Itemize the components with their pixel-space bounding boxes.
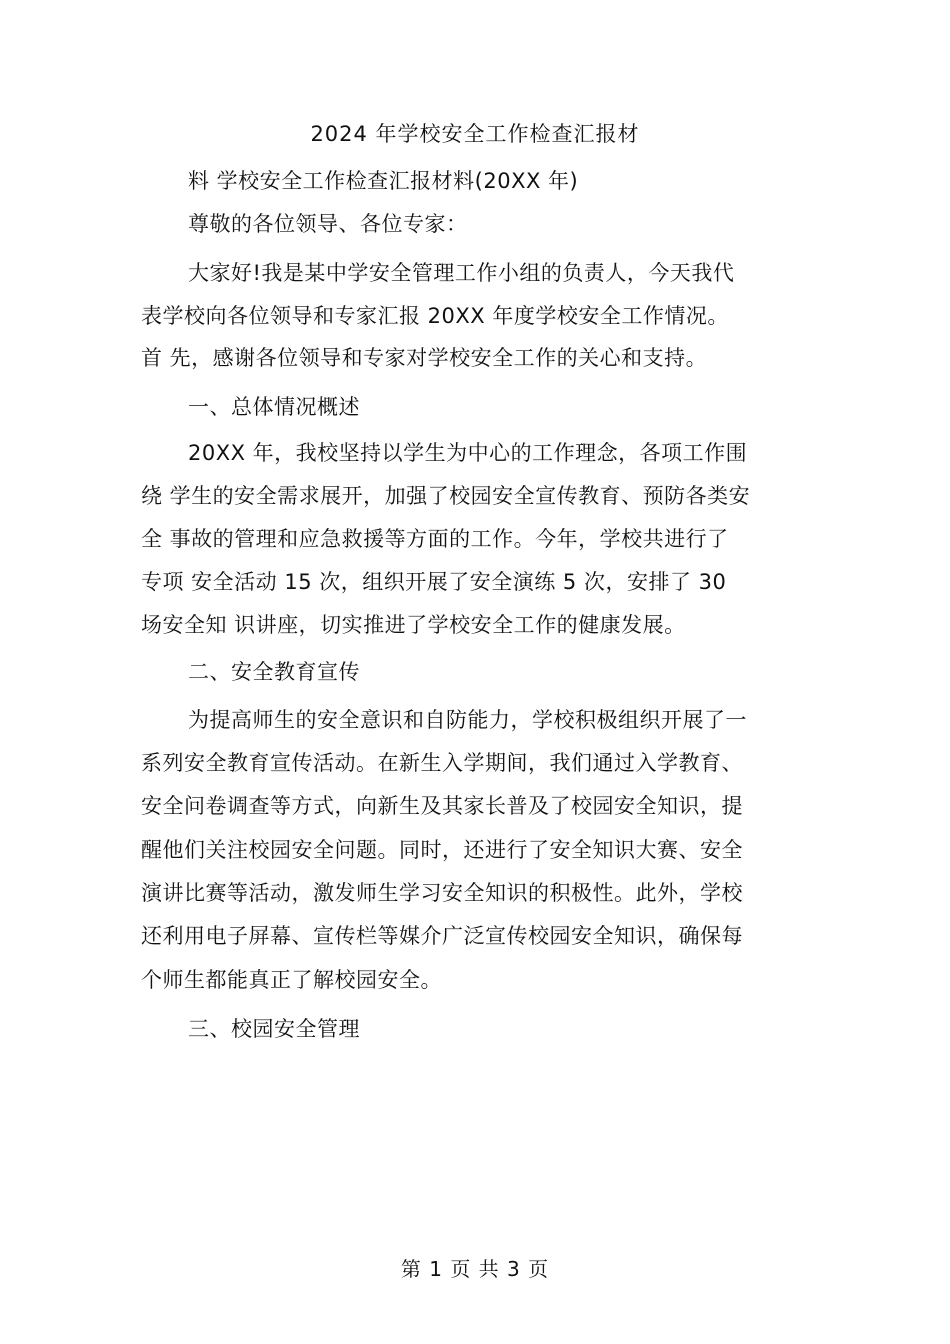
paragraph-line: 演讲比赛等活动，激发师生学习安全知识的积极性。此外，学校 — [141, 881, 743, 905]
paragraph-line: 还利用电子屏幕、宣传栏等媒介广泛宣传校园安全知识，确保每 — [141, 924, 743, 948]
paragraph-line: 表学校向各位领导和专家汇报 20XX 年度学校安全工作情况。 — [141, 304, 729, 328]
subtitle-line: 料 学校安全工作检查汇报材料(20XX 年) — [188, 169, 579, 193]
paragraph-line: 个师生都能真正了解校园安全。 — [141, 968, 442, 992]
section-heading-1: 一、总体情况概述 — [188, 395, 360, 419]
paragraph-line: 20XX 年，我校坚持以学生为中心的工作理念，各项工作围 — [188, 441, 748, 465]
section-heading-3: 三、校园安全管理 — [188, 1017, 360, 1041]
paragraph-line: 为提高师生的安全意识和自防能力，学校积极组织开展了一 — [188, 708, 747, 732]
salutation: 尊敬的各位领导、各位专家： — [188, 212, 468, 236]
paragraph-line: 全 事故的管理和应急救援等方面的工作。今年，学校共进行了 — [141, 527, 729, 551]
paragraph-line: 安全问卷调查等方式，向新生及其家长普及了校园安全知识，提 — [141, 794, 743, 818]
paragraph-line: 绕 学生的安全需求展开，加强了校园安全宣传教育、预防各类安 — [141, 484, 751, 508]
paragraph-line: 场安全知 识讲座，切实推进了学校安全工作的健康发展。 — [141, 613, 686, 637]
paragraph-line: 大家好!我是某中学安全管理工作小组的负责人，今天我代 — [188, 261, 735, 285]
section-heading-2: 二、安全教育宣传 — [188, 660, 360, 684]
paragraph-line: 系列安全教育宣传活动。在新生入学期间，我们通过入学教育、 — [141, 751, 743, 775]
document-title: 2024 年学校安全工作检查汇报材 — [310, 122, 640, 146]
page-number: 第 1 页 共 3 页 — [400, 1257, 550, 1281]
paragraph-line: 醒他们关注校园安全问题。同时，还进行了安全知识大赛、安全 — [141, 838, 743, 862]
paragraph-line: 专项 安全活动 15 次，组织开展了安全演练 5 次，安排了 30 — [141, 570, 727, 594]
paragraph-line: 首 先，感谢各位领导和专家对学校安全工作的关心和支持。 — [141, 346, 708, 370]
